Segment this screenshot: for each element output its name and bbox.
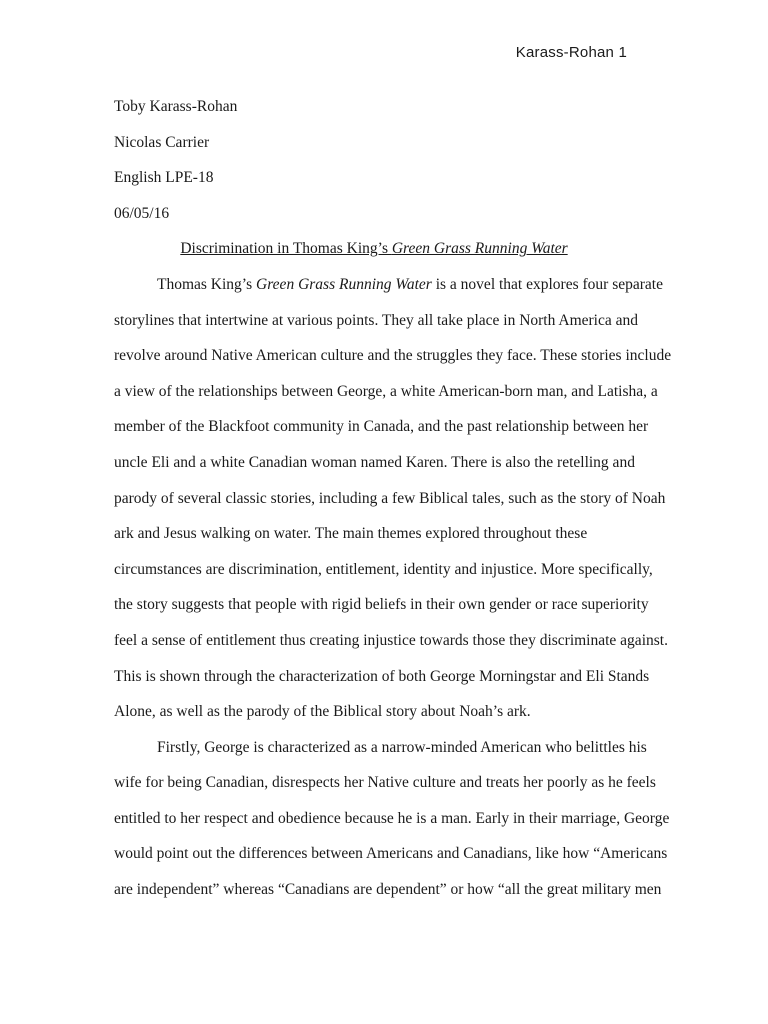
paragraph-line: revolve around Native American culture and the struggles they face. These stories include	[114, 347, 672, 365]
paragraph-line: parody of several classic stories, including a few Biblical tales, such as the story of Noah	[114, 489, 666, 507]
paragraph-line: storylines that intertwine at various points. They all take place in North America and	[114, 311, 638, 329]
paragraph-1	[114, 267, 672, 730]
paragraph-line: entitled to her respect and obedience because he is a man. Early in their marriage, George	[114, 809, 670, 827]
paragraph-line: wife for being Canadian, disrespects her Native culture and treats her poorly as he feels	[114, 774, 656, 792]
document-body	[114, 89, 672, 908]
running-header: Karass-Rohan 1	[515, 44, 627, 61]
paragraph-line: This is shown through the characterization of both George Morningstar and Eli Stands	[114, 667, 650, 685]
paragraph-line	[114, 267, 663, 303]
paragraph-line: Firstly, George is characterized as a narrow-minded American who belittles his	[157, 738, 647, 756]
paragraph-text: is a novel that explores four separate	[431, 275, 663, 293]
paragraph-line: a view of the relationships between George, a white American-born man, and Latisha, a	[114, 382, 658, 400]
essay-title	[114, 231, 634, 267]
paragraph-line: ark and Jesus walking on water. The main themes explored throughout these	[114, 525, 588, 543]
paragraph-line: uncle Eli and a white Canadian woman named Karen. There is also the retelling and	[114, 453, 635, 471]
author-name: Toby Karass-Rohan	[114, 98, 238, 115]
paragraph-text: Thomas King’s	[157, 275, 257, 293]
paragraph-line: the story suggests that people with rigid beliefs in their own gender or race superiority	[114, 596, 649, 614]
essay-title-book: Green Grass Running Water	[391, 240, 568, 258]
paragraph-line: would point out the differences between Americans and Canadians, like how “Americans	[114, 845, 668, 863]
paragraph-line: feel a sense of entitlement thus creating injustice towards those they discriminate against.	[114, 631, 668, 649]
paragraph-line: are independent” whereas “Canadians are dependent” or how “all the great military men	[114, 881, 662, 899]
paragraph-line: circumstances are discrimination, entitlement, identity and injustice. More specifically,	[114, 560, 653, 578]
paragraph-line: member of the Blackfoot community in Canada, and the past relationship between her	[114, 418, 649, 436]
book-title: Green Grass Running Water	[256, 275, 432, 293]
date: 06/05/16	[114, 204, 170, 222]
instructor-name: Nicolas Carrier	[114, 133, 210, 151]
essay-title-prefix: Discrimination in Thomas King’s	[180, 240, 392, 258]
paragraph-2	[114, 730, 670, 908]
course-name: English LPE-18	[114, 169, 214, 187]
paragraph-line: Alone, as well as the parody of the Biblical story about Noah’s ark.	[114, 703, 531, 721]
